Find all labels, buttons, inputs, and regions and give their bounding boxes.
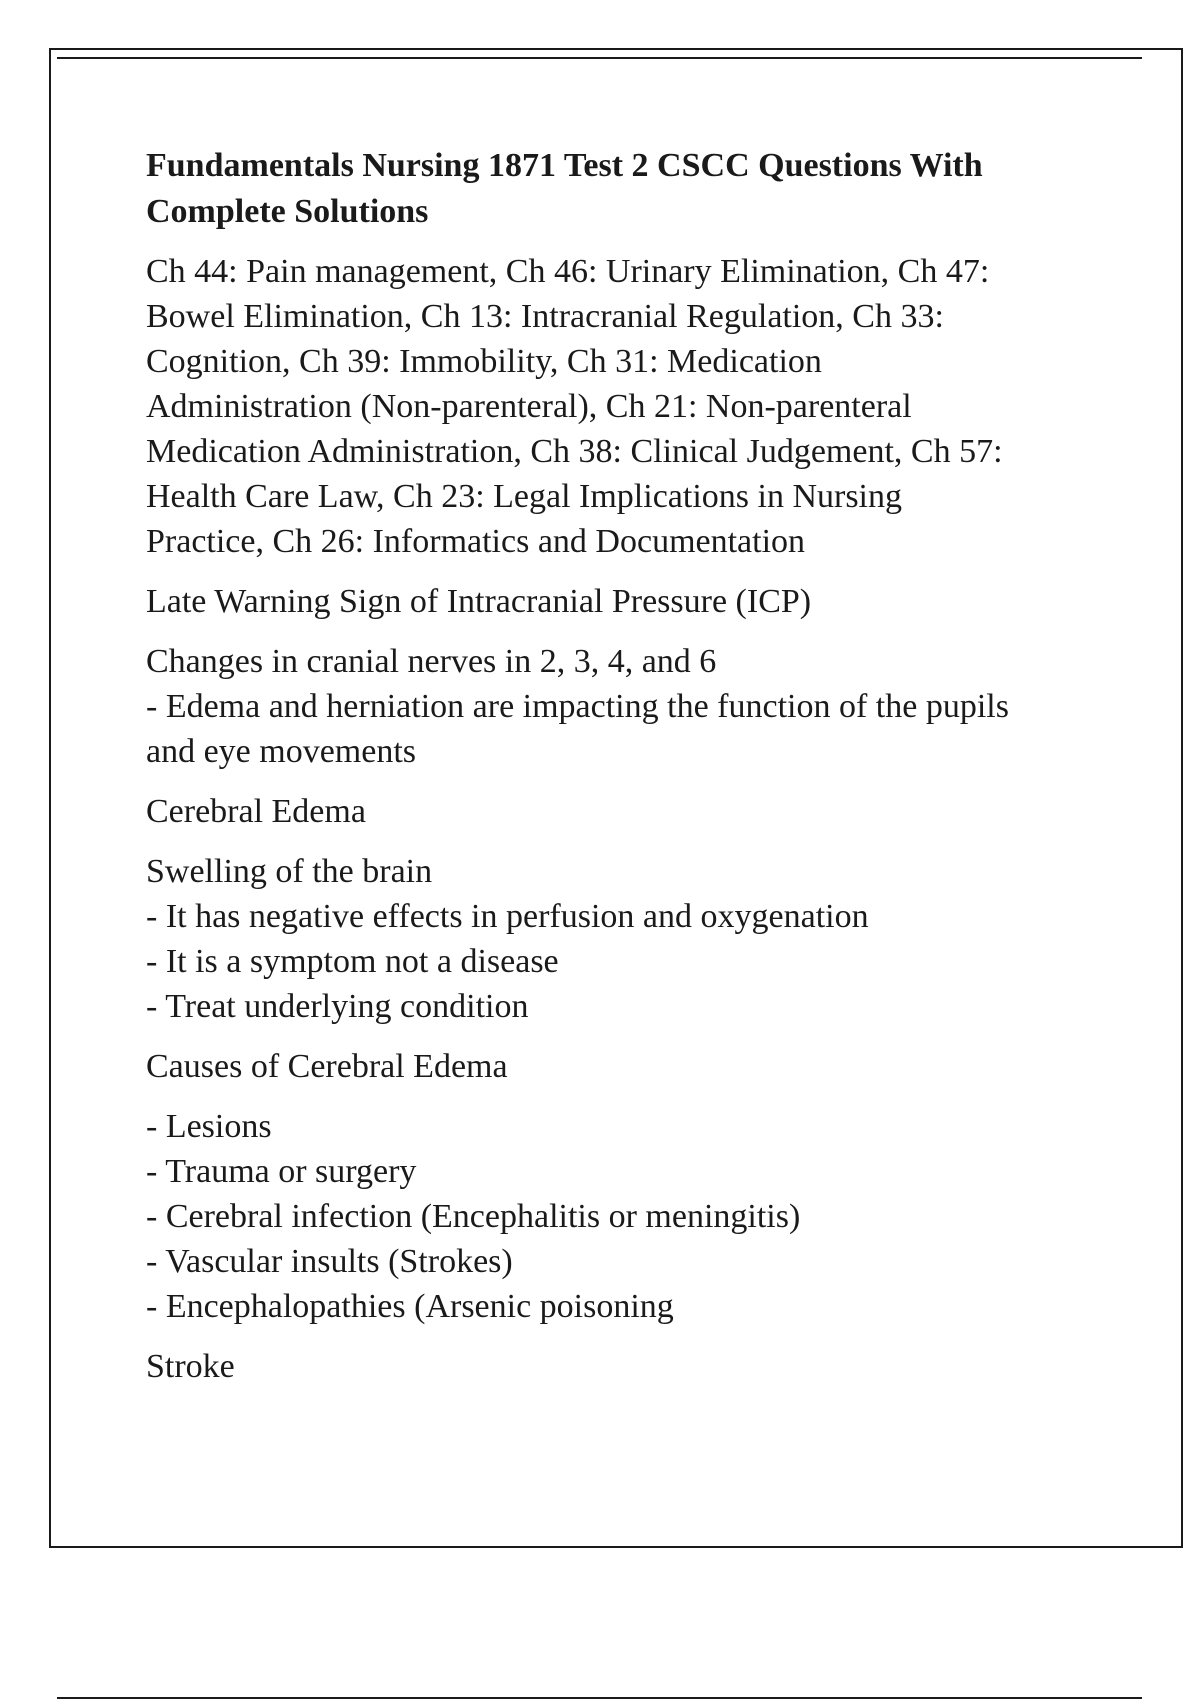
chapters-line: Cognition, Ch 39: Immobility, Ch 31: Medication bbox=[146, 343, 822, 380]
answer-line: - Cerebral infection (Encephalitis or meningitis) bbox=[146, 1198, 801, 1235]
answer-line: - Treat underlying condition bbox=[146, 988, 529, 1025]
card-term bbox=[146, 1344, 1096, 1389]
answer-line: - Edema and herniation are impacting the function of the pupils bbox=[146, 688, 1009, 725]
chapters-list bbox=[146, 249, 1096, 564]
title-line: Fundamentals Nursing 1871 Test 2 CSCC Questions With bbox=[146, 147, 983, 184]
term-text: Stroke bbox=[146, 1348, 235, 1385]
answer-line: - Trauma or surgery bbox=[146, 1153, 417, 1190]
document-title bbox=[146, 143, 1096, 235]
chapters-line: Medication Administration, Ch 38: Clinical Judgement, Ch 57: bbox=[146, 433, 1003, 470]
card-term bbox=[146, 579, 1096, 624]
card-term bbox=[146, 789, 1096, 834]
answer-line: - Encephalopathies (Arsenic poisoning bbox=[146, 1288, 674, 1325]
answer-line: Swelling of the brain bbox=[146, 853, 433, 890]
answer-line: and eye movements bbox=[146, 733, 417, 770]
answer-line: - It has negative effects in perfusion and oxygenation bbox=[146, 898, 869, 935]
chapters-line: Practice, Ch 26: Informatics and Documentation bbox=[146, 523, 806, 560]
document-body bbox=[146, 143, 1096, 1404]
chapters-line: Ch 44: Pain management, Ch 46: Urinary Elimination, Ch 47: bbox=[146, 253, 990, 290]
term-text: Late Warning Sign of Intracranial Pressure (ICP) bbox=[146, 583, 812, 620]
card-answer bbox=[146, 639, 1096, 774]
title-line: Complete Solutions bbox=[146, 193, 429, 230]
answer-line: - Vascular insults (Strokes) bbox=[146, 1243, 513, 1280]
term-text: Cerebral Edema bbox=[146, 793, 366, 830]
chapters-line: Administration (Non-parenteral), Ch 21: Non-parenteral bbox=[146, 388, 912, 425]
chapters-line: Health Care Law, Ch 23: Legal Implications in Nursing bbox=[146, 478, 903, 515]
card-term bbox=[146, 1044, 1096, 1089]
answer-line: - It is a symptom not a disease bbox=[146, 943, 559, 980]
card-answer bbox=[146, 849, 1096, 1029]
top-rule bbox=[57, 57, 1142, 59]
chapters-line: Bowel Elimination, Ch 13: Intracranial Regulation, Ch 33: bbox=[146, 298, 944, 335]
bottom-rule bbox=[57, 1697, 1142, 1699]
term-text: Causes of Cerebral Edema bbox=[146, 1048, 508, 1085]
card-answer bbox=[146, 1104, 1096, 1329]
answer-line: Changes in cranial nerves in 2, 3, 4, and 6 bbox=[146, 643, 717, 680]
answer-line: - Lesions bbox=[146, 1108, 272, 1145]
